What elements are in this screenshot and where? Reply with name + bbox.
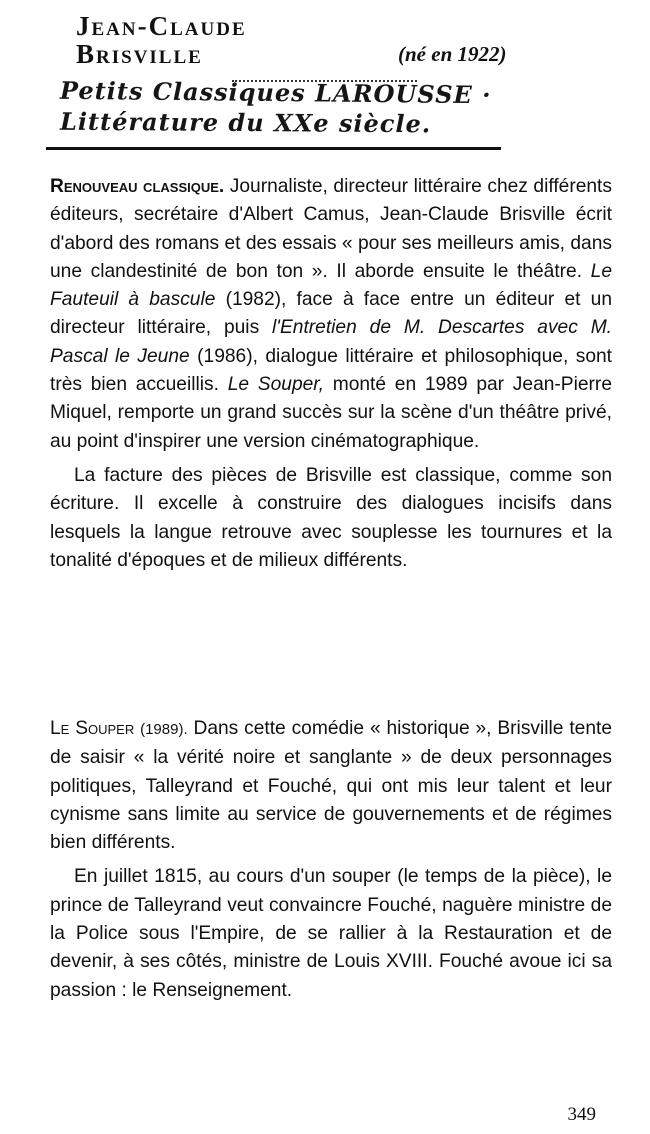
paragraph: La facture des pièces de Brisville est classique, comme son écriture. Il excelle à construire des dialogues incisifs dans lesquels la langue retrouve avec souplesse les tournures et la tonalité d'époques et de milieux différents. — [50, 464, 612, 571]
section-le-souper — [50, 715, 612, 1011]
author-name-line1: Jean-Claude — [76, 11, 247, 41]
work-title: Le Souper, — [227, 374, 324, 396]
author-name-line2: Brisville — [76, 39, 203, 69]
section-renouveau-classique — [50, 173, 612, 581]
paragraph: Le Souper (1989). Dans cette comédie « historique », Brisville tente de saisir « la vérité noire et sanglante » de deux personnages politiques, Talleyrand et Fouché, qui ont mis leur talent et leur cynisme sans limite au service de gouvernements et de régimes bien différents. — [50, 718, 612, 854]
handwritten-note-line1: Petits Classiques LAROUSSE · — [59, 75, 492, 110]
birth-year: (né en 1922) — [398, 42, 507, 66]
handwritten-note-line2: Littérature du XXe siècle. — [59, 106, 432, 139]
section-heading: Le Souper (1989). — [50, 718, 188, 739]
author-name — [76, 12, 247, 68]
section-heading: Renouveau classique. — [50, 176, 225, 197]
work-title: l'Entretien de M. Descartes avec M. Pascal le Jeune — [50, 317, 613, 367]
page-number: 349 — [567, 1104, 596, 1125]
paragraph: Renouveau classique. Journaliste, directeur littéraire chez différents éditeurs, secrétaire d'Albert Camus, Jean-Claude Brisville écrit d'abord des romans et des essais « pour ses meilleurs amis, dans une clandestinité de bon ton ». Il aborde ensuite le théâtre. Le Fauteuil à bascule (1982), face à face entre un éditeur et un directeur littéraire, puis l'Entretien de M. Descartes avec M. Pascal le Jeune (1986), dialogue littéraire et philosophique, sont très bien accueillis. Le Souper, monté en 1989 par Jean-Pierre Miquel, remporte un grand succès sur la scène d'un théâtre privé, au point d'inspirer une version cinématographique. — [50, 176, 613, 452]
header-rule — [46, 147, 501, 150]
work-title: Le Fauteuil à bascule — [50, 260, 612, 311]
paragraph: En juillet 1815, au cours d'un souper (le temps de la pièce), le prince de Talleyrand veut convaincre Fouché, naguère ministre de la Police sous l'Empire, de se rallier à la Restauration et de devenir, à ses côtés, ministre de Louis XVIII. Fouché avoue ici sa passion : le Renseignement. — [50, 866, 612, 1001]
